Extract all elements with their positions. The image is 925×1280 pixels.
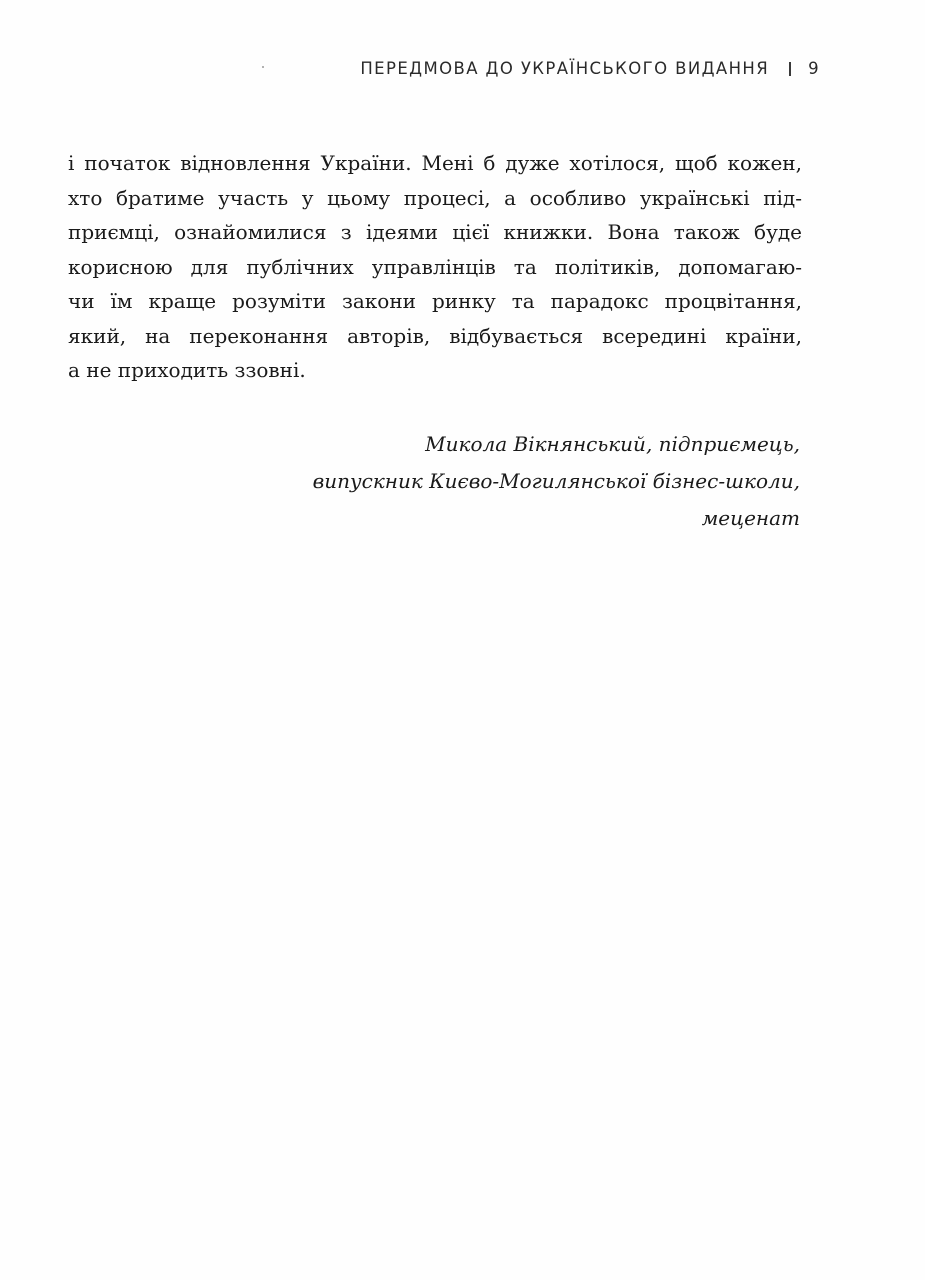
text-line: і початок відновлення України. Мені б дуже хотілося, щоб кожен,	[68, 151, 802, 175]
text-line: корисною для публічних управлінців та політиків, допомагаю-	[68, 254, 802, 279]
text-line: приємці, ознайомилися з ідеями цієї книжки. Вона також буде	[68, 220, 802, 244]
section-title: ПЕРЕДМОВА ДО УКРАЇНСЬКОГО ВИДАННЯ	[360, 59, 770, 78]
signature-name: Микола Вікнянський, підприємець,	[425, 432, 800, 456]
text-line: чи їм краще розуміти закони ринку та парадокс процвітання,	[68, 289, 802, 313]
header-separator	[789, 62, 791, 76]
author-signature	[200, 426, 800, 537]
running-header	[360, 59, 820, 78]
scan-speck	[262, 66, 264, 68]
signature-role: меценат	[701, 506, 800, 530]
text-line: хто братиме участь у цьому процесі, а особливо українські під-	[68, 185, 802, 210]
body-paragraph	[68, 146, 802, 388]
signature-affiliation: випускник Києво-Могилянської бізнес-школи,	[312, 469, 800, 493]
text-line: а не приходить ззовні.	[68, 358, 306, 382]
page-number: 9	[808, 59, 820, 78]
text-line: який, на переконання авторів, відбувається всередині країни,	[68, 323, 802, 348]
